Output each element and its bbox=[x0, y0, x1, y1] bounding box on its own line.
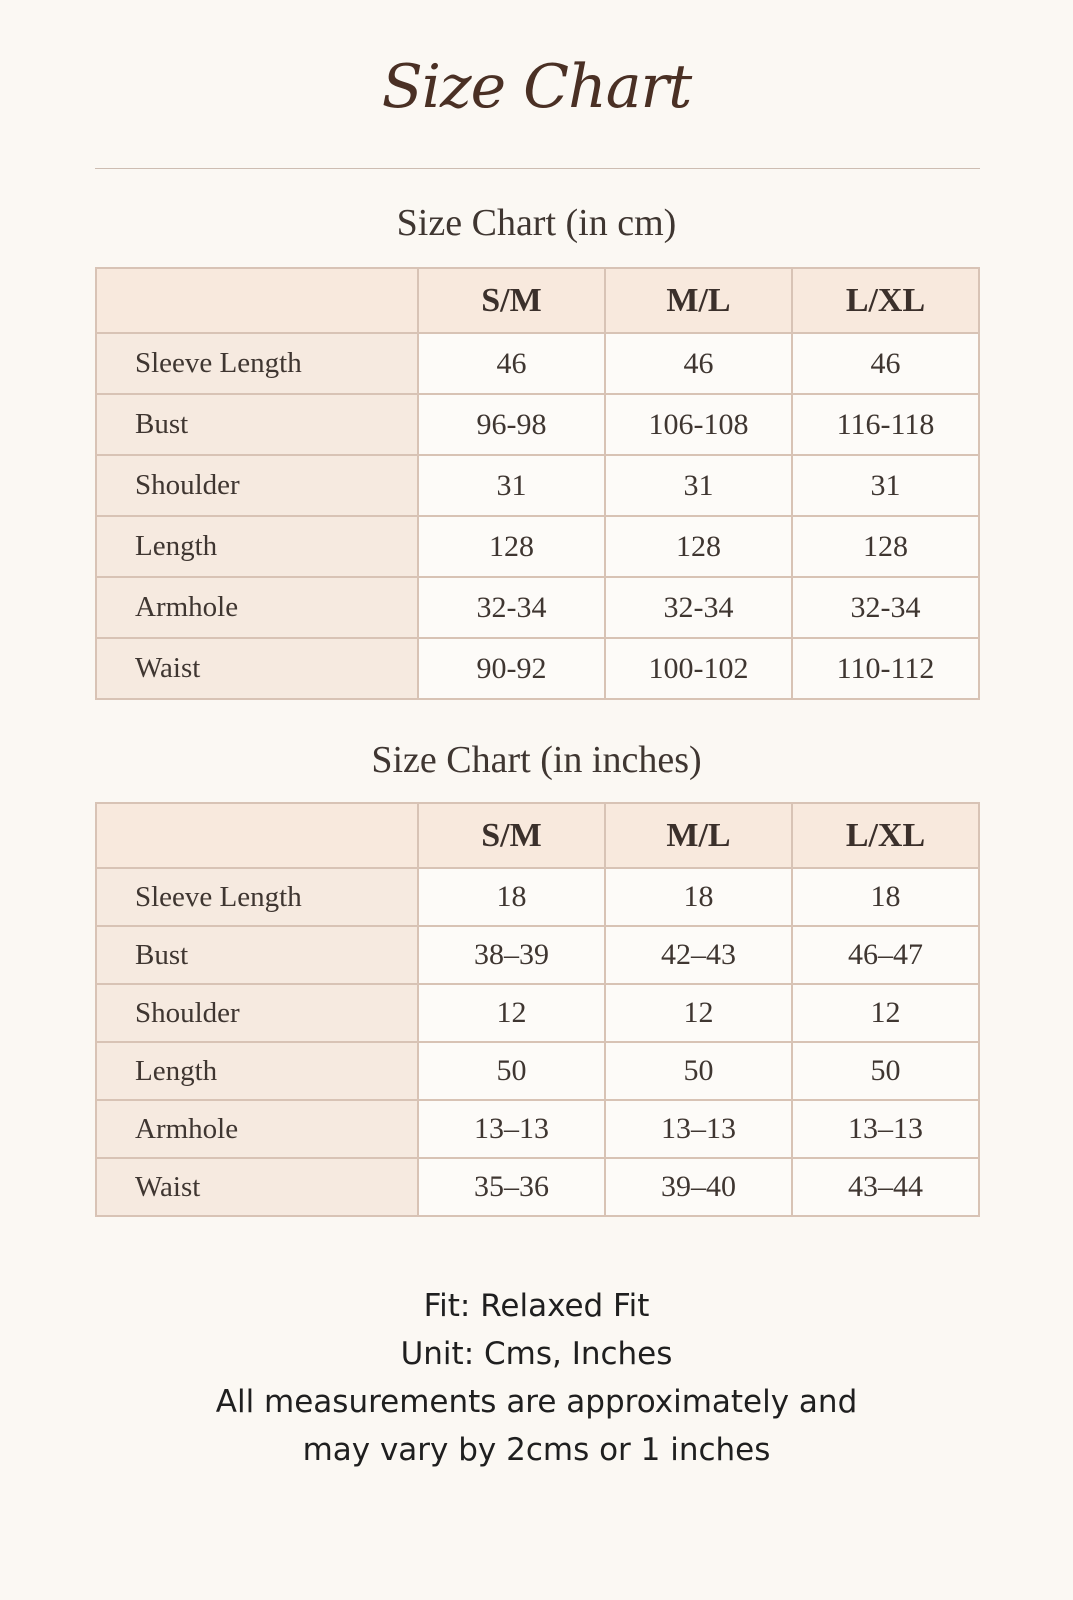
table-cell: 128 bbox=[605, 516, 792, 577]
table-row bbox=[96, 333, 979, 394]
header-cell-empty bbox=[96, 268, 418, 333]
table-cell: 18 bbox=[792, 868, 979, 926]
table-cell: 32-34 bbox=[418, 577, 605, 638]
table-row bbox=[96, 455, 979, 516]
table-cell: 90-92 bbox=[418, 638, 605, 699]
table-cell: 110-112 bbox=[792, 638, 979, 699]
table-cell: 96-98 bbox=[418, 394, 605, 455]
table-row bbox=[96, 516, 979, 577]
row-label: Sleeve Length bbox=[96, 868, 418, 926]
table-cell: 42–43 bbox=[605, 926, 792, 984]
row-label: Bust bbox=[96, 926, 418, 984]
disclaimer-line: may vary by 2cms or 1 inches bbox=[302, 1432, 771, 1468]
table-row bbox=[96, 984, 979, 1042]
table-cell: 43–44 bbox=[792, 1158, 979, 1216]
table-cell: 31 bbox=[605, 455, 792, 516]
table-cell: 12 bbox=[605, 984, 792, 1042]
table-cell: 18 bbox=[418, 868, 605, 926]
header-cell-size: S/M bbox=[418, 803, 605, 868]
table-cell: 12 bbox=[418, 984, 605, 1042]
row-label: Waist bbox=[96, 1158, 418, 1216]
header-cell-size: M/L bbox=[605, 803, 792, 868]
table-cell: 128 bbox=[418, 516, 605, 577]
fit-notes bbox=[0, 1282, 1073, 1474]
disclaimer-line: All measurements are approximately and bbox=[215, 1384, 858, 1420]
table-cell: 46 bbox=[418, 333, 605, 394]
table-row bbox=[96, 394, 979, 455]
row-label: Sleeve Length bbox=[96, 333, 418, 394]
table-cell: 32-34 bbox=[792, 577, 979, 638]
table-row bbox=[96, 926, 979, 984]
table-cell: 39–40 bbox=[605, 1158, 792, 1216]
table-header-row bbox=[96, 803, 979, 868]
table-row bbox=[96, 1158, 979, 1216]
table-row bbox=[96, 577, 979, 638]
size-table-inches bbox=[95, 802, 980, 1217]
unit-note: Unit: Cms, Inches bbox=[400, 1336, 673, 1372]
header-cell-size: S/M bbox=[418, 268, 605, 333]
header-cell-size: M/L bbox=[605, 268, 792, 333]
table-cell: 13–13 bbox=[792, 1100, 979, 1158]
fit-note: Fit: Relaxed Fit bbox=[423, 1288, 650, 1324]
table-cell: 38–39 bbox=[418, 926, 605, 984]
table-row bbox=[96, 638, 979, 699]
table-cell: 50 bbox=[792, 1042, 979, 1100]
row-label: Bust bbox=[96, 394, 418, 455]
row-label: Length bbox=[96, 1042, 418, 1100]
inches-table-title: Size Chart (in inches) bbox=[371, 739, 702, 781]
table-cell: 50 bbox=[605, 1042, 792, 1100]
table-row bbox=[96, 1100, 979, 1158]
table-header-row bbox=[96, 268, 979, 333]
table-cell: 46–47 bbox=[792, 926, 979, 984]
table-cell: 50 bbox=[418, 1042, 605, 1100]
row-label: Waist bbox=[96, 638, 418, 699]
table-cell: 46 bbox=[792, 333, 979, 394]
header-cell-empty bbox=[96, 803, 418, 868]
table-cell: 35–36 bbox=[418, 1158, 605, 1216]
table-cell: 116-118 bbox=[792, 394, 979, 455]
page-title: Size Chart bbox=[381, 52, 692, 122]
cm-table-title: Size Chart (in cm) bbox=[396, 202, 677, 244]
header-cell-size: L/XL bbox=[792, 803, 979, 868]
row-label: Length bbox=[96, 516, 418, 577]
row-label: Shoulder bbox=[96, 455, 418, 516]
table-cell: 12 bbox=[792, 984, 979, 1042]
table-cell: 13–13 bbox=[605, 1100, 792, 1158]
size-table-cm bbox=[95, 267, 980, 700]
table-cell: 31 bbox=[792, 455, 979, 516]
header-cell-size: L/XL bbox=[792, 268, 979, 333]
table-cell: 13–13 bbox=[418, 1100, 605, 1158]
row-label: Armhole bbox=[96, 1100, 418, 1158]
table-cell: 128 bbox=[792, 516, 979, 577]
table-cell: 32-34 bbox=[605, 577, 792, 638]
table-cell: 18 bbox=[605, 868, 792, 926]
table-row bbox=[96, 1042, 979, 1100]
table-cell: 31 bbox=[418, 455, 605, 516]
table-cell: 100-102 bbox=[605, 638, 792, 699]
row-label: Shoulder bbox=[96, 984, 418, 1042]
table-cell: 46 bbox=[605, 333, 792, 394]
table-row bbox=[96, 868, 979, 926]
row-label: Armhole bbox=[96, 577, 418, 638]
title-divider bbox=[95, 168, 980, 169]
table-cell: 106-108 bbox=[605, 394, 792, 455]
